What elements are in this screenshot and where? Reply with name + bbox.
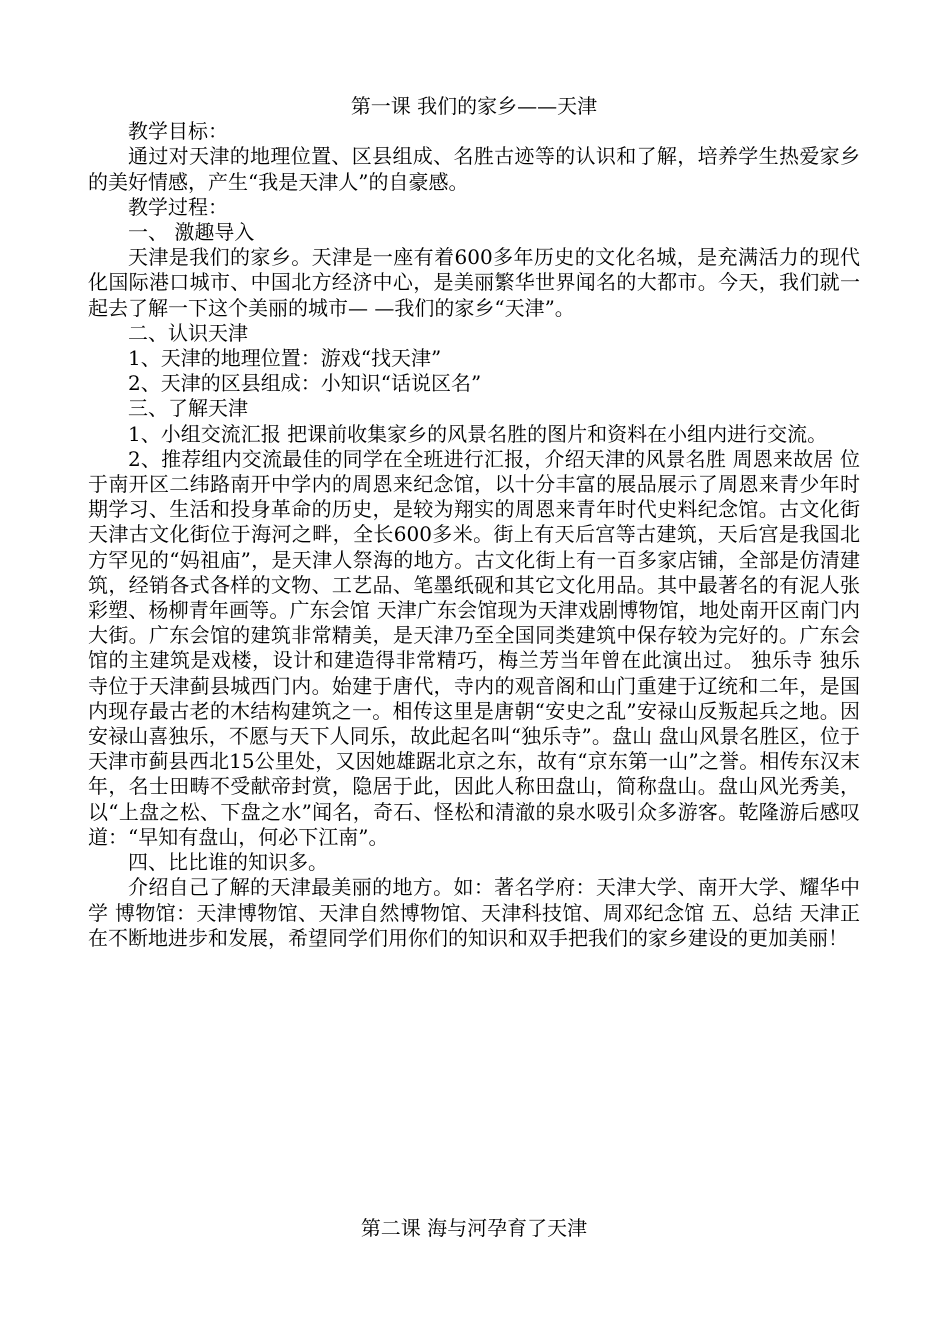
teaching-process-heading: 教学过程：	[128, 194, 228, 219]
section-3-item-2: 2、推荐组内交流最佳的同学在全班进行汇报，介绍天津的风景名胜 周恩来故居 位于南开区二纬路南开中学内的周恩来纪念馆，以十分丰富的展品展示了周恩来青少年时期学习、生活和投身革命的历史，是较为翔实的周恩来青年时代史料纪念馆。古文化街 天津古文化街位于海河之畔，全长600多米。街上有天后宫等古建筑，天后宫是我国北方罕见的“妈祖庙”，是天津人祭海的地方。古文化街上有一百多家店铺，全部是仿清建筑，经销各式各样的文物、工艺品、笔墨纸砚和其它文化用品。其中最著名的有泥人张彩塑、杨柳青年画等。广东会馆 天津广东会馆现为天津戏剧博物馆，地处南开区南门内大街。广东会馆的建筑非常精美，是天津乃至全国同类建筑中保存较为完好的。广东会馆的主建筑是戏楼，设计和建造得非常精巧，梅兰芳当年曾在此演出过。 独乐寺 独乐寺位于天津蓟县城西门内。始建于唐代，寺内的观音阁和山门重建于辽统和二年，是国内现存最古老的木结构建筑之一。相传这里是唐朝“安史之乱”安禄山反叛起兵之地。因安禄山喜独乐，不愿与天下人同乐，故此起名叫“独乐寺”。盘山 盘山风景名胜区，位于天津市蓟县西北15公里处，又因她雄踞北京之东，故有“京东第一山”之誉。相传东汉末年，名士田畴不受献帝封赏，隐居于此，因此人称田盘山，简称盘山。盘山风光秀美，以“上盘之松、下盘之水”闻名，奇石、怪松和清澈的泉水吸引众多游客。乾隆游后感叹道：“早知有盘山，何必下江南”。	[88, 446, 860, 849]
teaching-goals-heading: 教学目标：	[128, 119, 228, 144]
document-body	[88, 94, 860, 951]
lesson1-title: 第一课 我们的家乡——天津	[350, 94, 598, 118]
section-3-item-1: 1、小组交流汇报 把课前收集家乡的风景名胜的图片和资料在小组内进行交流。	[128, 421, 828, 446]
section-1-text: 天津是我们的家乡。天津是一座有着600多年历史的文化名城，是充满活力的现代化国际港口城市、中国北方经济中心，是美丽繁华世界闻名的大都市。今天，我们就一起去了解一下这个美丽的城市— —我们的家乡“天津”。	[88, 245, 860, 320]
section-1-heading: 一、 激趣导入	[128, 220, 255, 245]
section-3-heading: 三、了解天津	[128, 396, 248, 421]
section-4-text: 介绍自己了解的天津最美丽的地方。如：著名学府：天津大学、南开大学、耀华中学 博物馆：天津博物馆、天津自然博物馆、天津科技馆、周邓纪念馆 五、总结 天津正在不断地进步和发展，希望同学们用你们的知识和双手把我们的家乡建设的更加美丽！	[88, 875, 860, 950]
section-2-heading: 二、认识天津	[128, 320, 248, 345]
section-4-heading: 四、比比谁的知识多。	[128, 850, 328, 875]
teaching-goals-text: 通过对天津的地理位置、区县组成、名胜古迹等的认识和了解，培养学生热爱家乡的美好情感，产生“我是天津人”的自豪感。	[88, 144, 860, 194]
section-2-item-1: 1、天津的地理位置：游戏“找天津”	[128, 346, 442, 371]
lesson2-title: 第二课 海与河孕育了天津	[360, 1216, 588, 1240]
section-2-item-2: 2、天津的区县组成：小知识“话说区名”	[128, 371, 482, 396]
